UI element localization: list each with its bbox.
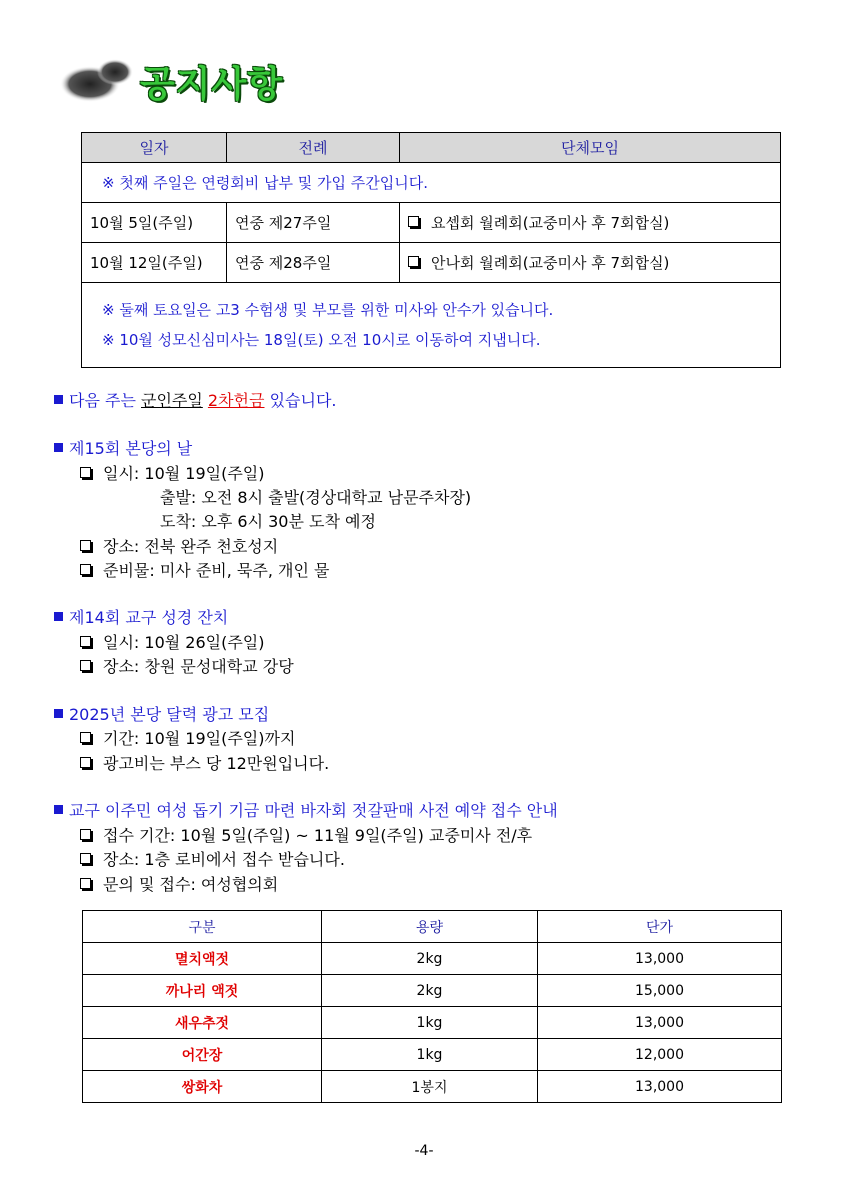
item-text: 일시: 10월 26일(주일) (103, 633, 265, 652)
bullet-square-icon (54, 612, 63, 621)
item-text: 광고비는 부스 당 12만원입니다. (103, 754, 330, 773)
list-item: 도착: 오후 6시 30분 도착 예정 (160, 512, 376, 531)
table-row (83, 1039, 782, 1071)
smudge-icon (60, 58, 140, 102)
checkbox-icon (80, 467, 91, 478)
header-category: 구분 (83, 911, 322, 943)
heading-text: 제15회 본당의 날 (69, 439, 193, 458)
product-size: 2kg (322, 975, 538, 1007)
checkbox-icon (80, 540, 91, 551)
checkbox-icon (80, 564, 91, 575)
list-item: 출발: 오전 8시 출발(경상대학교 남문주차장) (160, 488, 472, 507)
section-heading (54, 702, 269, 725)
section-heading (54, 605, 228, 628)
item-text: 장소: 전북 완주 천호성지 (103, 537, 279, 556)
meeting-label: 요셉회 월례회(교중미사 후 7회합실) (431, 214, 670, 232)
row-liturgy: 연중 제28주일 (227, 243, 400, 283)
item-text: 장소: 1층 로비에서 접수 받습니다. (103, 850, 345, 869)
schedule-note-3: ※ 10월 성모신심미사는 18일(토) 오전 10시로 이동하여 지냅니다. (102, 331, 541, 349)
table-row (83, 1071, 782, 1103)
product-name: 멸치액젓 (83, 943, 322, 975)
checkbox-icon (80, 853, 91, 864)
list-item (80, 823, 532, 846)
product-price: 12,000 (538, 1039, 782, 1071)
table-row (83, 943, 782, 975)
item-text: 문의 및 접수: 여성협의회 (103, 875, 279, 894)
bullet-square-icon (54, 395, 63, 404)
section-heading (54, 436, 192, 459)
notice-underlined: 군인주일 (141, 391, 203, 410)
notice-underlined-red: 2차헌금 (207, 391, 265, 410)
row-meeting (400, 243, 781, 283)
row-liturgy: 연중 제27주일 (227, 203, 400, 243)
product-price: 15,000 (538, 975, 782, 1007)
list-item (80, 847, 345, 870)
header-date: 일자 (82, 133, 227, 163)
bullet-square-icon (54, 709, 63, 718)
schedule-note-2: ※ 둘째 토요일은 고3 수험생 및 부모를 위한 미사와 안수가 있습니다. (102, 301, 554, 319)
schedule-notes-box (82, 283, 781, 368)
list-item (80, 461, 265, 484)
list-item (80, 872, 278, 895)
header-meeting: 단체모임 (400, 133, 781, 163)
checkbox-icon (80, 732, 91, 743)
product-name: 쌍화차 (83, 1071, 322, 1103)
item-text: 장소: 창원 문성대학교 강당 (103, 657, 294, 676)
list-item (80, 630, 265, 653)
section-heading (54, 798, 558, 821)
heading-text: 2025년 본당 달력 광고 모집 (69, 705, 270, 724)
page-number: -4- (414, 1143, 434, 1159)
page-title: 공지사항 (140, 64, 284, 105)
table-row (83, 1007, 782, 1039)
item-text: 접수 기간: 10월 5일(주일) ~ 11월 9일(주일) 교중미사 전/후 (103, 826, 533, 845)
item-text: 일시: 10월 19일(주일) (103, 464, 265, 483)
checkbox-icon (80, 878, 91, 889)
product-price: 13,000 (538, 943, 782, 975)
product-size: 2kg (322, 943, 538, 975)
list-item (80, 558, 329, 581)
bullet-square-icon (54, 443, 63, 452)
product-size: 1kg (322, 1039, 538, 1071)
item-text: 기간: 10월 19일(주일)까지 (103, 729, 296, 748)
product-name: 까나리 액젓 (83, 975, 322, 1007)
price-table (82, 910, 782, 1103)
product-price: 13,000 (538, 1071, 782, 1103)
header-liturgy: 전례 (227, 133, 400, 163)
header-price: 단가 (538, 911, 782, 943)
heading-text: 제14회 교구 성경 잔치 (69, 608, 229, 627)
schedule-table (81, 132, 781, 368)
item-text: 준비물: 미사 준비, 묵주, 개인 물 (103, 561, 330, 580)
product-size: 1봉지 (322, 1071, 538, 1103)
checkbox-icon (408, 216, 419, 227)
header-size: 용량 (322, 911, 538, 943)
product-name: 새우추젓 (83, 1007, 322, 1039)
product-name: 어간장 (83, 1039, 322, 1071)
row-meeting (400, 203, 781, 243)
product-size: 1kg (322, 1007, 538, 1039)
notice-text: 있습니다. (264, 391, 337, 410)
product-price: 13,000 (538, 1007, 782, 1039)
checkbox-icon (80, 757, 91, 768)
checkbox-icon (80, 829, 91, 840)
list-item (80, 654, 294, 677)
meeting-label: 안나회 월례회(교중미사 후 7회합실) (431, 254, 670, 272)
checkbox-icon (80, 636, 91, 647)
list-item (80, 726, 295, 749)
notice-military-sunday (54, 388, 336, 411)
row-date: 10월 5일(주일) (82, 203, 227, 243)
notice-text: 다음 주는 (69, 391, 141, 410)
table-row (83, 975, 782, 1007)
page-title-area (58, 52, 318, 112)
checkbox-icon (408, 256, 419, 267)
list-item (80, 751, 329, 774)
bullet-square-icon (54, 805, 63, 814)
schedule-note-1: ※ 첫째 주일은 연령회비 납부 및 가입 주간입니다. (82, 163, 781, 203)
checkbox-icon (80, 660, 91, 671)
list-item (80, 534, 278, 557)
heading-text: 교구 이주민 여성 돕기 기금 마련 바자회 젓갈판매 사전 예약 접수 안내 (69, 801, 558, 820)
row-date: 10월 12일(주일) (82, 243, 227, 283)
